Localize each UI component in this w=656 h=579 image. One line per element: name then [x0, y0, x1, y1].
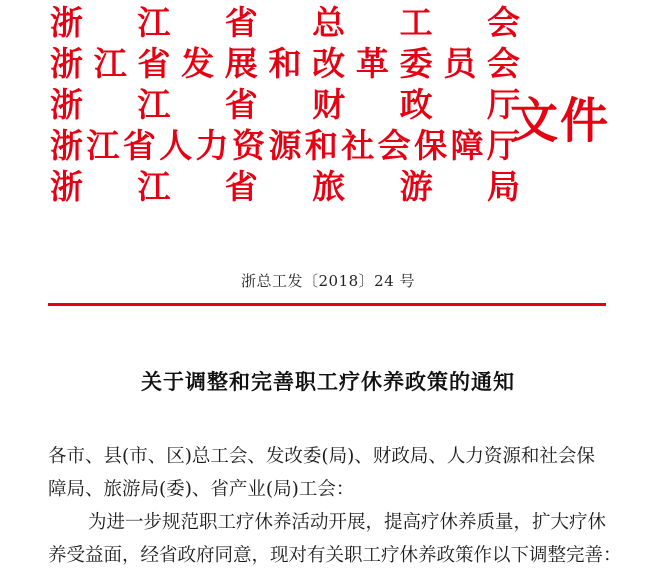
org-char: 会 — [377, 126, 411, 165]
org-char: 浙 — [50, 167, 83, 206]
org-char: 江 — [93, 44, 127, 83]
org-char: 浙 — [50, 126, 83, 165]
org-char: 江 — [86, 126, 120, 165]
org-char: 财 — [312, 85, 346, 124]
org-char: 局 — [486, 167, 520, 206]
org-line-2 — [50, 43, 520, 84]
org-char: 浙 — [50, 44, 83, 83]
org-line-5 — [50, 166, 520, 207]
org-char: 委 — [399, 44, 433, 83]
org-char: 源 — [268, 126, 302, 165]
org-line-1 — [50, 2, 520, 43]
issuing-organizations — [50, 2, 520, 207]
org-char: 资 — [232, 126, 266, 165]
org-char: 和 — [268, 44, 302, 83]
org-line-3 — [50, 84, 520, 125]
org-char: 员 — [443, 44, 477, 83]
paragraph-1-line-1: 为进一步规范职工疗休养活动开展，提高疗休养质量，扩大疗休 — [88, 512, 607, 533]
paragraph-1-line-2: 养受益面，经省政府同意，现对有关职工疗休养政策作以下调整完善： — [48, 545, 622, 566]
addressee-line-1: 各市、县(市、区)总工会、发改委(局)、财政局、人力资源和社会保 — [48, 446, 595, 467]
org-char: 江 — [137, 3, 171, 42]
org-char: 会 — [486, 44, 520, 83]
org-char: 人 — [159, 126, 193, 165]
red-divider-line — [48, 303, 606, 306]
org-char: 旅 — [312, 167, 346, 206]
org-char: 社 — [341, 126, 375, 165]
addressee-line-2: 障局、旅游局(委)、省产业(局)工会： — [48, 479, 355, 500]
document-number: 浙总工发〔2018〕24 号 — [240, 272, 416, 290]
org-char: 展 — [224, 44, 258, 83]
org-char: 革 — [355, 44, 389, 83]
org-char: 会 — [486, 3, 520, 42]
org-char: 工 — [399, 3, 433, 42]
org-line-4 — [50, 125, 520, 166]
org-char: 省 — [224, 85, 258, 124]
org-char: 省 — [224, 3, 258, 42]
org-char: 改 — [312, 44, 346, 83]
document-type-label: 文件 — [510, 93, 611, 149]
org-char: 江 — [137, 167, 171, 206]
org-char: 省 — [122, 126, 156, 165]
org-char: 浙 — [50, 3, 83, 42]
org-char: 省 — [137, 44, 171, 83]
org-char: 厅 — [486, 126, 520, 165]
org-char: 保 — [414, 126, 448, 165]
org-char: 厅 — [486, 85, 520, 124]
org-char: 总 — [312, 3, 346, 42]
org-char: 和 — [304, 126, 338, 165]
org-char: 政 — [399, 85, 433, 124]
document-title: 关于调整和完善职工疗休养政策的通知 — [141, 369, 515, 394]
org-char: 发 — [181, 44, 215, 83]
org-char: 江 — [137, 85, 171, 124]
org-char: 力 — [195, 126, 229, 165]
org-char: 障 — [450, 126, 484, 165]
org-char: 省 — [224, 167, 258, 206]
org-char: 浙 — [50, 85, 83, 124]
org-char: 游 — [399, 167, 433, 206]
